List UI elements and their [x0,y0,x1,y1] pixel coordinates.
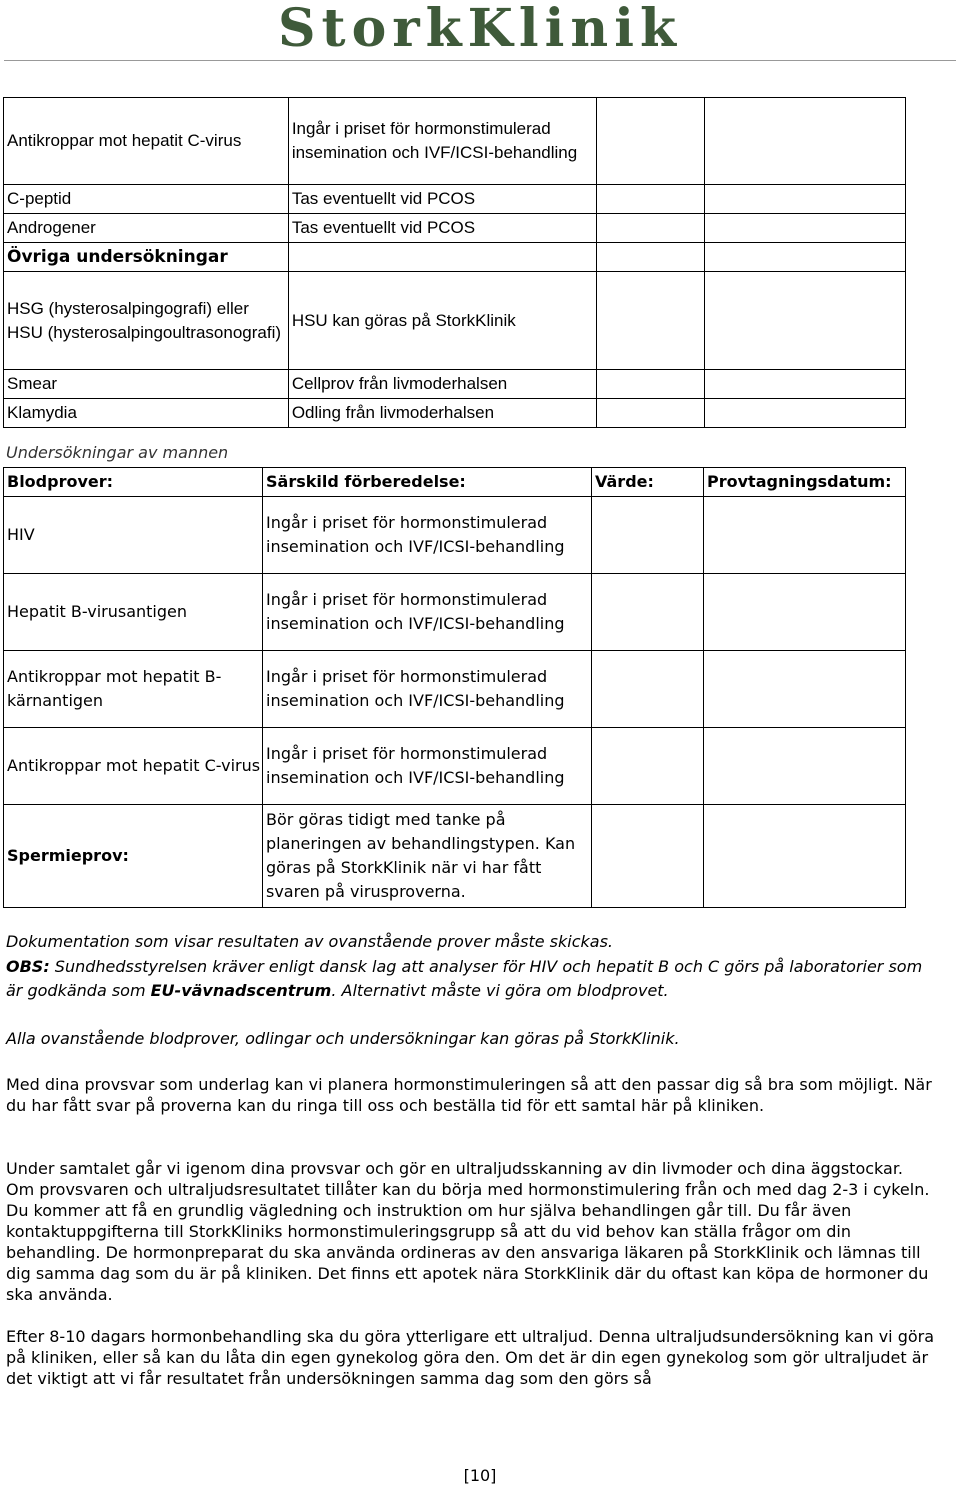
test-note: Ingår i priset för hormonstimulerad insemination och IVF/ICSI-behandling [263,574,592,651]
date-cell [704,98,905,185]
test-name: Antikroppar mot hepatit C-virus [4,728,263,805]
table-row [4,497,906,574]
value-cell [597,243,705,272]
table-row [4,98,906,185]
value-cell [597,370,705,399]
test-note [288,243,596,272]
value-cell [592,728,704,805]
test-name: Androgener [4,214,289,243]
paragraph: Under samtalet går vi igenom dina provsvar och gör en ultraljudsskanning av din livmoder och dina äggstockar. Om provsvaren och ultraljudsresultatet tillåter kan du börja med hormonstimulering från och med dag 2-3 i cykeln. Du kommer att få en grundlig vägledning och instruktion om hur själva behandlingen går till. Du får även kontaktuppgifterna till StorkKliniks hormonstimuleringsgrupp så att du vid behov kan ställa frågor om din behandling. De hormonpreparat du ska använda ordineras av den ansvariga läkaren på StorkKlinik och lämnas till dig samma dag som du är på kliniken. Det finns ett apotek nära StorkKlinik där du oftast kan köpa de hormoner du ska använda. [6,1159,930,1304]
date-cell [704,272,905,370]
all-tests-note: Alla ovanstående blodprover, odlingar och undersökningar kan göras på StorkKlinik. [6,1029,680,1048]
obs-text-end: . Alternativt måste vi göra om blodprovet. [331,981,669,1000]
table-row [4,370,906,399]
test-name: Spermieprov: [4,805,263,908]
table-row [4,185,906,214]
value-cell [592,574,704,651]
date-cell [704,651,906,728]
test-note: Odling från livmoderhalsen [288,399,596,428]
eu-tissue-centre: EU-vävnadscentrum [150,981,332,1000]
obs-label: OBS: [6,957,50,976]
test-name: Klamydia [4,399,289,428]
test-name: C-peptid [4,185,289,214]
table-header-row [4,468,906,497]
storkklinik-logo: StorkKlinik [278,0,682,59]
date-cell [704,185,905,214]
value-cell [592,651,704,728]
section-heading: Övriga undersökningar [4,243,289,272]
test-note: Cellprov från livmoderhalsen [288,370,596,399]
value-cell [597,272,705,370]
table-row [4,214,906,243]
test-note: Bör göras tidigt med tanke på planeringen av behandlingstypen. Kan göras på StorkKlinik när vi har fått svaren på virusproverna. [263,805,592,908]
value-cell [597,214,705,243]
table-row [4,574,906,651]
value-cell [592,805,704,908]
column-header: Värde: [592,468,704,497]
test-name: Smear [4,370,289,399]
section-title: Undersökningar av mannen [6,443,229,462]
obs-text: Sundhedsstyrelsen kräver enligt dansk lag att analyser för HIV och hepatit B och C görs på laboratorier som är godkända som [6,957,923,1000]
test-note: Ingår i priset för hormonstimulerad insemination och IVF/ICSI-behandling [263,497,592,574]
female-tests-table [3,97,906,428]
header-divider [4,60,956,61]
table-row [4,728,906,805]
test-name: Antikroppar mot hepatit B-kärnantigen [4,651,263,728]
test-name: HSG (hysterosalpingografi) eller HSU (hysterosalpingoultrasonografi) [4,272,289,370]
table-row [4,651,906,728]
test-note: Ingår i priset för hormonstimulerad insemination och IVF/ICSI-behandling [263,651,592,728]
paragraph: Efter 8-10 dagars hormonbehandling ska du göra ytterligare ett ultraljud. Denna ultraljudsundersökning kan vi göra på kliniken, eller så kan du låta din egen gynekolog göra den. Om det är din egen gynekolog som gör ultraljudet är det viktigt att vi får resultatet från undersökningen samma dag som den görs så [6,1327,935,1388]
page-number: [10] [463,1466,497,1485]
date-cell [704,574,906,651]
value-cell [597,98,705,185]
table-row [4,399,906,428]
obs-note [6,955,936,1003]
column-header: Provtagningsdatum: [704,468,906,497]
male-tests-table [3,467,906,908]
paragraph: Med dina provsvar som underlag kan vi planera hormonstimuleringen så att den passar dig så bra som möjligt. När du har fått svar på proverna kan du ringa till oss och beställa tid för ett samtal här på kliniken. [6,1075,932,1115]
test-note: Tas eventuellt vid PCOS [288,214,596,243]
date-cell [704,214,905,243]
documentation-note: Dokumentation som visar resultaten av ovanstående prover måste skickas. [6,932,613,951]
column-header: Blodprover: [4,468,263,497]
test-name: Hepatit B-virusantigen [4,574,263,651]
date-cell [704,243,905,272]
test-note: Ingår i priset för hormonstimulerad insemination och IVF/ICSI-behandling [263,728,592,805]
column-header: Särskild förberedelse: [263,468,592,497]
date-cell [704,728,906,805]
table-row [4,243,906,272]
test-note: Ingår i priset för hormonstimulerad insemination och IVF/ICSI-behandling [288,98,596,185]
date-cell [704,805,906,908]
value-cell [597,399,705,428]
test-name: HIV [4,497,263,574]
value-cell [597,185,705,214]
value-cell [592,497,704,574]
table-row [4,272,906,370]
date-cell [704,399,905,428]
test-note: HSU kan göras på StorkKlinik [288,272,596,370]
test-name: Antikroppar mot hepatit C-virus [4,98,289,185]
date-cell [704,497,906,574]
test-note: Tas eventuellt vid PCOS [288,185,596,214]
date-cell [704,370,905,399]
table-row [4,805,906,908]
